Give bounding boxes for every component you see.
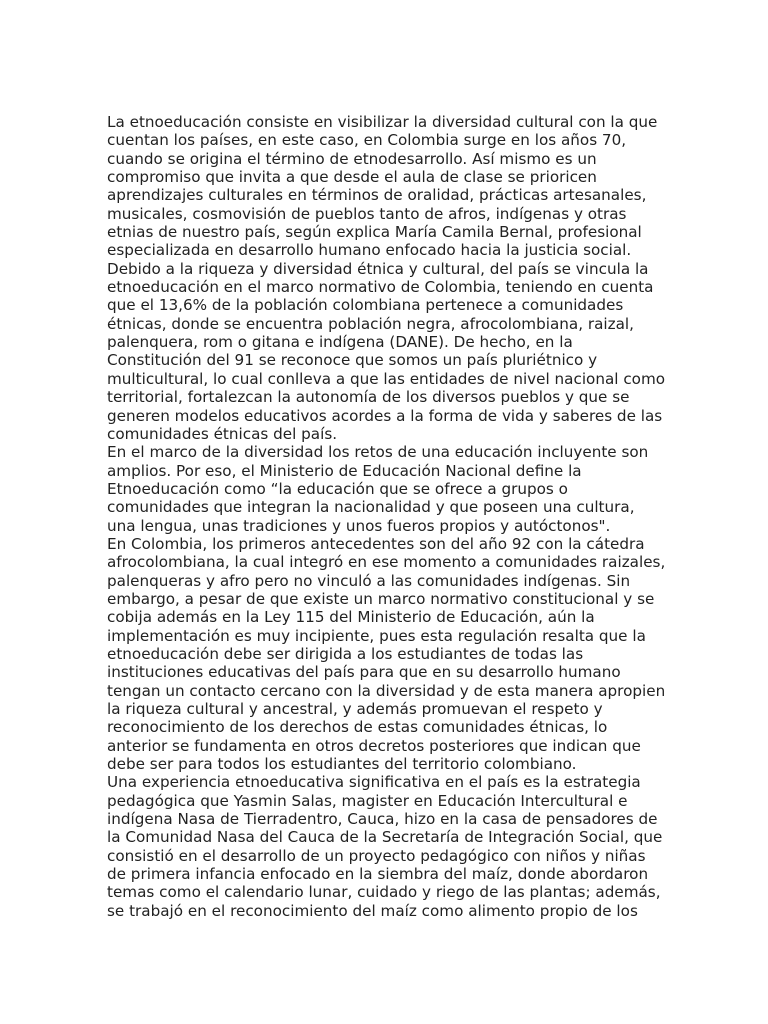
paragraph-line: la riqueza cultural y ancestral, y además promuevan el respeto y	[107, 700, 603, 718]
paragraph-line: embargo, a pesar de que existe un marco normativo constitucional y se	[107, 589, 655, 608]
paragraph-line: etnoeducación debe ser dirigida a los estudiantes de todas las	[107, 644, 584, 663]
paragraph-line: Una experiencia etnoeducativa significativa en el país es la estrategia	[107, 773, 641, 792]
paragraph-line: reconocimiento de los derechos de estas comunidades étnicas, lo	[107, 718, 608, 737]
paragraph-line: la Comunidad Nasa del Cauca de la Secretaría de Integración Social, que	[107, 828, 663, 847]
paragraph-line: consistió en el desarrollo de un proyecto pedagógico con niños y niñas	[107, 846, 646, 865]
paragraph-line: pedagógica que Yasmin Salas, magister en Educación Intercultural e	[107, 791, 628, 810]
paragraph-line: una lengua, unas tradiciones y unos fueros propios y autóctonos".	[107, 516, 611, 535]
paragraph-line: tengan un contacto cercano con la diversidad y de esta manera apropien	[107, 681, 666, 700]
paragraph-line: de primera infancia enfocado en la siembra del maíz, donde abordaron	[107, 865, 649, 884]
paragraph-line: generen modelos educativos acordes a la forma de vida y saberes de las	[107, 406, 663, 425]
paragraph-line: comunidades que integran la nacionalidad y que poseen una cultura,	[107, 498, 635, 517]
paragraph-line: comunidades étnicas del país.	[107, 424, 338, 443]
paragraph-line: especializada en desarrollo humano enfocado hacia la justicia social.	[107, 241, 632, 260]
paragraph-line: La etnoeducación consiste en visibilizar la diversidad cultural con la que	[107, 113, 658, 131]
paragraph-line: palenquera, rom o gitana e indígena (DANE). De hecho, en la	[107, 333, 573, 352]
paragraph-line: cobija además en la Ley 115 del Ministerio de Educación, aún la	[107, 608, 595, 627]
paragraph-line: amplios. Por eso, el Ministerio de Educación Nacional define la	[107, 461, 582, 480]
paragraph-line: anterior se fundamenta en otros decretos posteriores que indican que	[107, 736, 641, 755]
paragraph-line: Constitución del 91 se reconoce que somos un país pluriétnico y	[107, 351, 598, 370]
paragraph-line: indígena Nasa de Tierradentro, Cauca, hizo en la casa de pensadores de	[107, 810, 658, 829]
paragraph-line: cuentan los países, en este caso, en Colombia surge en los años 70,	[107, 131, 627, 150]
paragraph-4	[107, 534, 666, 774]
paragraph-line: compromiso que invita a que desde el aula de clase se prioricen	[107, 168, 597, 187]
paragraph-line: instituciones educativas del país para que en su desarrollo humano	[107, 663, 621, 682]
paragraph-line: étnicas, donde se encuentra población negra, afrocolombiana, raizal,	[107, 314, 634, 333]
paragraph-line: musicales, cosmovisión de pueblos tanto de afros, indígenas y otras	[107, 204, 627, 223]
paragraph-line: etnias de nuestro país, según explica María Camila Bernal, profesional	[107, 223, 642, 242]
paragraph-line: afrocolombiana, la cual integró en ese momento a comunidades raizales,	[107, 553, 666, 572]
paragraph-line: implementación es muy incipiente, pues esta regulación resalta que la	[107, 626, 646, 645]
paragraph-5	[107, 773, 663, 920]
paragraph-line: Debido a la riqueza y diversidad étnica y cultural, del país se vincula la	[107, 259, 649, 278]
paragraph-2	[107, 259, 666, 443]
paragraph-line: En el marco de la diversidad los retos de una educación incluyente son	[107, 443, 649, 462]
paragraph-line: territorial, fortalezcan la autonomía de los diversos pueblos y que se	[107, 388, 630, 407]
document-body	[107, 113, 666, 920]
paragraph-line: En Colombia, los primeros antecedentes son del año 92 con la cátedra	[107, 534, 645, 553]
paragraph-line: se trabajó en el reconocimiento del maíz como alimento propio de los	[107, 901, 638, 920]
paragraph-line: cuando se origina el término de etnodesarrollo. Así mismo es un	[107, 149, 597, 168]
paragraph-line: aprendizajes culturales en términos de oralidad, prácticas artesanales,	[107, 186, 647, 205]
paragraph-line: debe ser para todos los estudiantes del territorio colombiano.	[107, 755, 577, 774]
paragraph-line: Etnoeducación como “la educación que se ofrece a grupos o	[107, 479, 568, 498]
paragraph-3	[107, 443, 647, 535]
paragraph-line: etnoeducación en el marco normativo de Colombia, teniendo en cuenta	[107, 278, 654, 297]
paragraph-line: que el 13,6% de la población colombiana pertenece a comunidades	[107, 296, 624, 315]
paragraph-1	[107, 113, 658, 260]
paragraph-line: temas como el calendario lunar, cuidado y riego de las plantas; además,	[107, 883, 661, 902]
paragraph-line: multicultural, lo cual conlleva a que las entidades de nivel nacional como	[107, 369, 666, 388]
paragraph-line: palenqueras y afro pero no vinculó a las comunidades indígenas. Sin	[107, 571, 631, 590]
